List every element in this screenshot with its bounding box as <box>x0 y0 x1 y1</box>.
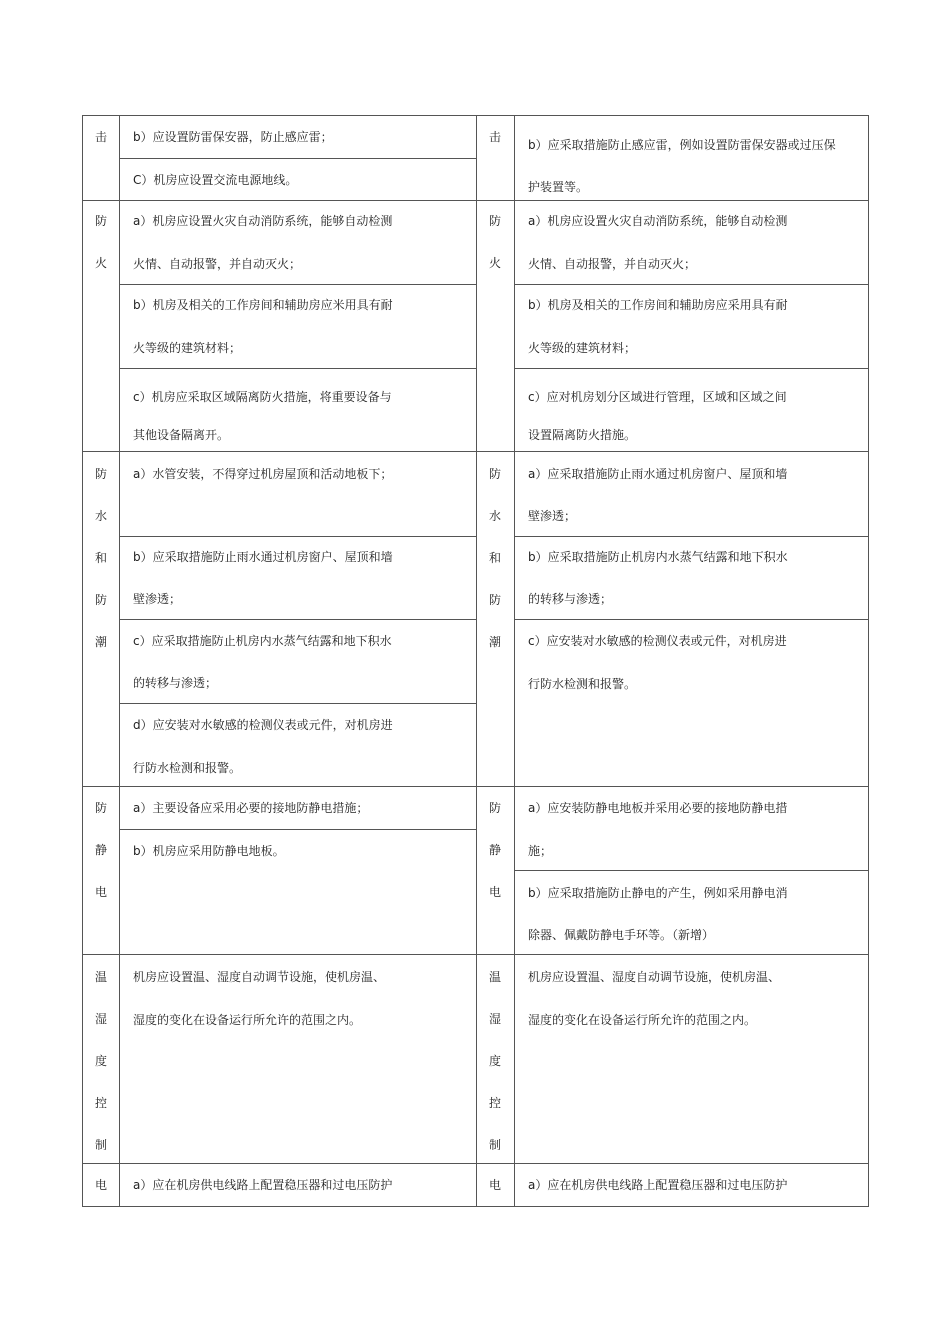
requirement-text: 行防水检测和报警。 <box>528 677 637 691</box>
requirement-text: 的转移与渗透； <box>133 676 218 690</box>
category-char: 击 <box>94 130 107 144</box>
category-char: 防 <box>488 801 501 815</box>
requirement-text: 壁渗透； <box>528 509 577 523</box>
requirement-text: c）应安装对水敏感的检测仪表或元件，对机房进 <box>528 634 787 648</box>
category-char: 控 <box>488 1096 501 1110</box>
requirement-text: a）主要设备应采用必要的接地防静电措施； <box>133 801 369 815</box>
requirement-text: 施； <box>528 844 553 858</box>
category-label <box>477 787 513 913</box>
category-char: 和 <box>94 551 107 565</box>
requirement-text: c）应对机房划分区域进行管理，区域和区域之间 <box>528 390 787 404</box>
requirement-text: b）机房应采用防静电地板。 <box>133 844 285 858</box>
category-char: 防 <box>94 801 107 815</box>
requirement-text: d）应安装对水敏感的检测仪表或元件，对机房进 <box>133 718 393 732</box>
requirement-text: 护装置等。 <box>528 180 589 194</box>
category-label <box>83 116 119 158</box>
requirement-text: 火情、自动报警，并自动灭火； <box>133 257 302 271</box>
table-column-divider <box>514 115 515 1206</box>
category-char: 电 <box>94 1178 107 1192</box>
category-char: 静 <box>94 843 107 857</box>
requirement-text: 湿度的变化在设备运行所允许的范围之内。 <box>528 1013 757 1027</box>
category-char: 防 <box>94 467 107 481</box>
requirement-text: 除器、佩戴防静电手环等。（新增） <box>528 928 715 942</box>
requirement-text: b）应采取措施防止感应雷，例如设置防雷保安器或过压保 <box>528 138 836 152</box>
category-char: 防 <box>488 214 501 228</box>
category-label <box>83 787 119 913</box>
category-char: 潮 <box>94 635 107 649</box>
requirement-text: b）应采取措施防止静电的产生，例如采用静电消 <box>528 886 788 900</box>
category-char: 温 <box>94 970 107 984</box>
category-label <box>83 1164 119 1206</box>
requirement-text: a）机房应设置火灾自动消防系统，能够自动检测 <box>528 214 788 228</box>
category-char: 电 <box>488 1178 501 1192</box>
requirement-text: 机房应设置温、湿度自动调节设施，使机房温、 <box>528 970 781 984</box>
category-char: 温 <box>488 970 501 984</box>
category-label <box>83 200 119 284</box>
requirement-text: b）机房及相关的工作房间和辅助房应采用具有耐 <box>528 298 788 312</box>
category-char: 湿 <box>94 1012 107 1026</box>
requirement-text: a）应采取措施防止雨水通过机房窗户、屋顶和墙 <box>528 467 788 481</box>
requirement-text: b）机房及相关的工作房间和辅助房应米用具有耐 <box>133 298 393 312</box>
requirement-text: a）应在机房供电线路上配置稳压器和过电压防护 <box>133 1178 393 1192</box>
category-label <box>83 453 119 663</box>
item-divider <box>514 870 869 871</box>
category-char: 火 <box>94 256 107 270</box>
requirement-text: 机房应设置温、湿度自动调节设施，使机房温、 <box>133 970 386 984</box>
category-char: 制 <box>488 1138 501 1152</box>
category-label <box>477 1164 513 1206</box>
category-char: 制 <box>94 1138 107 1152</box>
category-char: 防 <box>94 593 107 607</box>
requirement-text: 火等级的建筑材料； <box>133 341 242 355</box>
requirement-text: 火等级的建筑材料； <box>528 341 637 355</box>
requirement-text: b）应设置防雷保安器，防止感应雷； <box>133 130 333 144</box>
category-char: 电 <box>488 885 501 899</box>
category-char: 度 <box>488 1054 501 1068</box>
category-char: 水 <box>488 509 501 523</box>
requirement-text: 的转移与渗透； <box>528 592 613 606</box>
table-column-divider <box>868 115 869 1206</box>
requirement-text: 壁渗透； <box>133 592 182 606</box>
category-char: 击 <box>488 130 501 144</box>
category-char: 湿 <box>488 1012 501 1026</box>
category-char: 度 <box>94 1054 107 1068</box>
table-row-divider <box>82 954 869 955</box>
requirement-text: b）应采取措施防止雨水通过机房窗户、屋顶和墙 <box>133 550 393 564</box>
requirement-text: a）应在机房供电线路上配置稳压器和过电压防护 <box>528 1178 788 1192</box>
requirement-text: 湿度的变化在设备运行所允许的范围之内。 <box>133 1013 362 1027</box>
category-char: 静 <box>488 843 501 857</box>
category-char: 防 <box>488 593 501 607</box>
category-label <box>83 956 119 1166</box>
category-char: 水 <box>94 509 107 523</box>
category-char: 控 <box>94 1096 107 1110</box>
requirement-text: a）机房应设置火灾自动消防系统，能够自动检测 <box>133 214 393 228</box>
category-char: 电 <box>94 885 107 899</box>
category-label <box>477 453 513 663</box>
category-char: 防 <box>488 467 501 481</box>
category-char: 和 <box>488 551 501 565</box>
requirement-text: a）水管安装，不得穿过机房屋顶和活动地板下； <box>133 467 393 481</box>
category-char: 潮 <box>488 635 501 649</box>
requirement-text: 设置隔离防火措施。 <box>528 428 637 442</box>
category-char: 防 <box>94 214 107 228</box>
requirement-text: a）应安装防静电地板并采用必要的接地防静电措 <box>528 801 788 815</box>
requirement-text: C）机房应设置交流电源地线。 <box>133 173 298 187</box>
category-label <box>477 116 513 158</box>
requirement-text: b）应采取措施防止机房内水蒸气结露和地下积水 <box>528 550 788 564</box>
requirement-text: c）机房应采取区域隔离防火措施，将重要设备与 <box>133 390 392 404</box>
requirement-text: 火情、自动报警，并自动灭火； <box>528 257 697 271</box>
category-label <box>477 956 513 1166</box>
requirement-text: c）应采取措施防止机房内水蒸气结露和地下积水 <box>133 634 392 648</box>
requirement-text: 行防水检测和报警。 <box>133 761 242 775</box>
category-char: 火 <box>488 256 501 270</box>
category-label <box>477 200 513 284</box>
requirement-text: 其他设备隔离开。 <box>133 428 230 442</box>
table-column-divider <box>119 115 120 1206</box>
table-row-divider <box>82 1206 869 1207</box>
